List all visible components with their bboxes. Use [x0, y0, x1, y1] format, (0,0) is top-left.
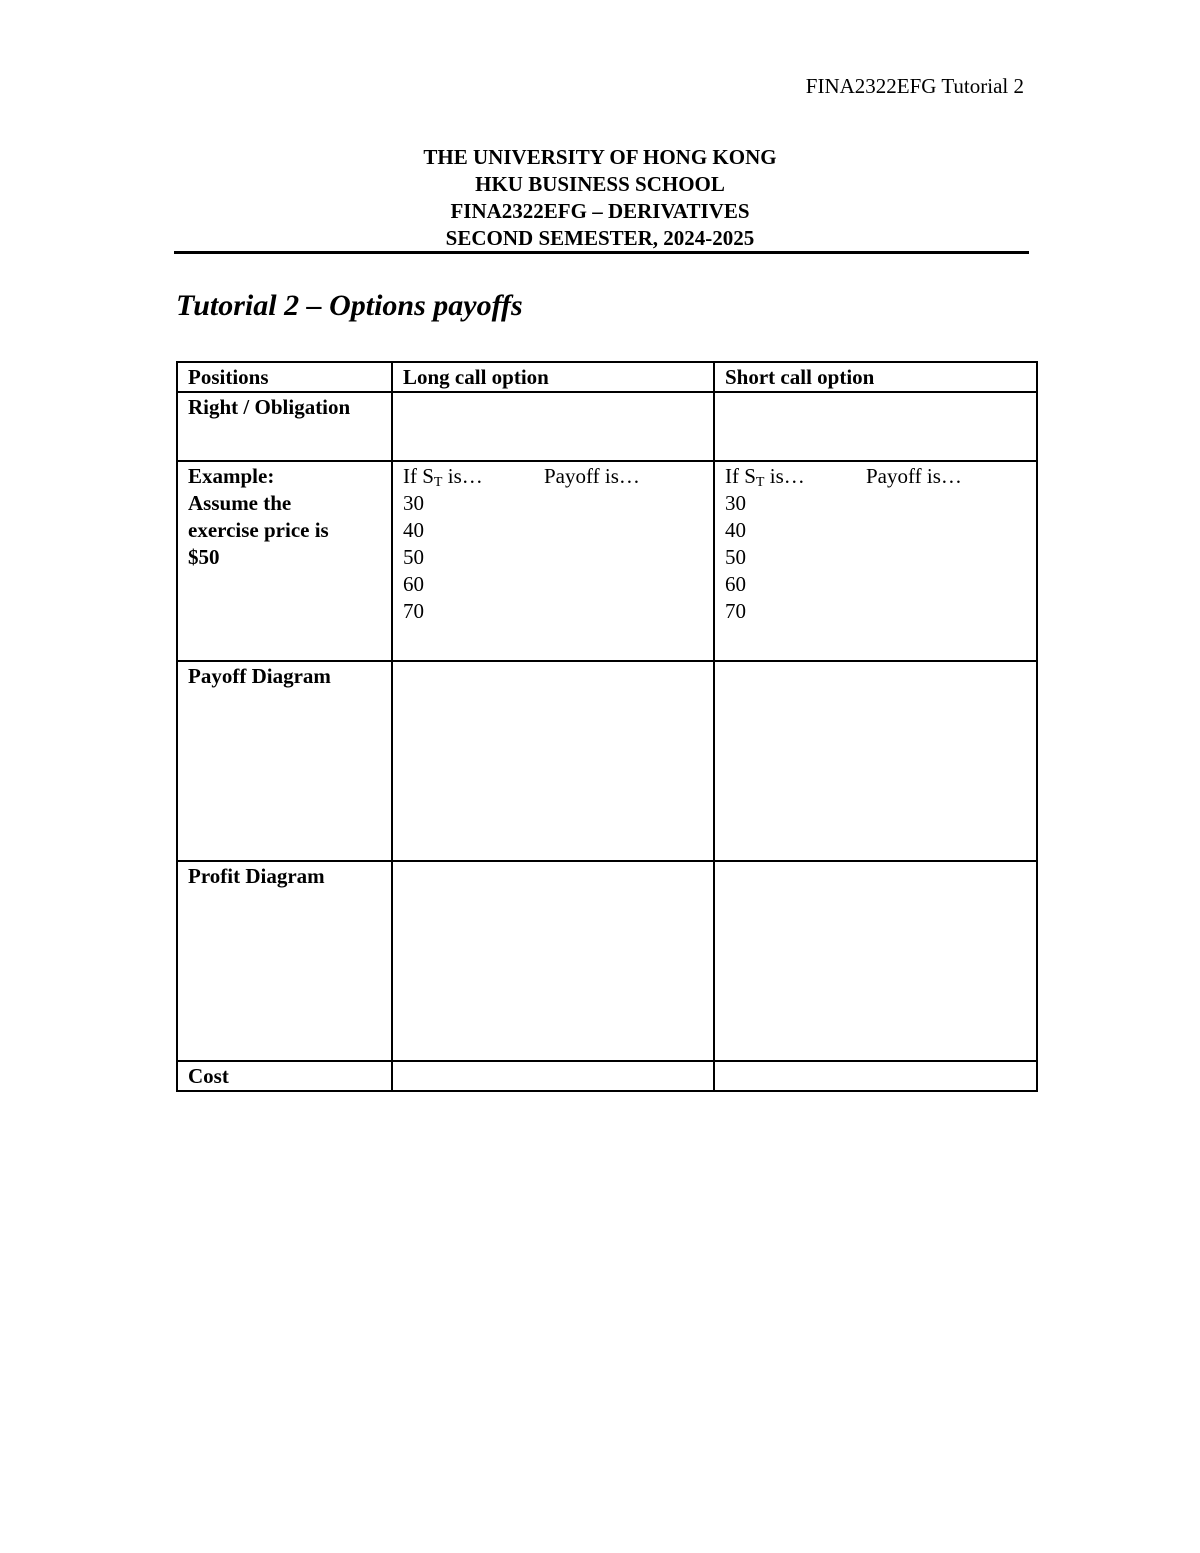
st-value: 50 — [403, 545, 424, 569]
school-name: HKU BUSINESS SCHOOL — [475, 172, 725, 196]
example-subheader — [403, 463, 703, 490]
row-payoff-diagram — [177, 661, 1037, 861]
title-block — [0, 144, 1200, 252]
st-value: 40 — [403, 518, 424, 542]
cell-short-cost[interactable] — [714, 1061, 1037, 1091]
st-value: 30 — [725, 491, 746, 515]
header-long-call: Long call option — [392, 362, 714, 392]
semester: SECOND SEMESTER, 2024-2025 — [445, 226, 755, 250]
example-label-line: $50 — [188, 545, 220, 569]
header-divider — [174, 251, 1029, 254]
cell-long-payoff-diagram[interactable] — [392, 661, 714, 861]
row-right-obligation — [177, 392, 1037, 461]
running-header: FINA2322EFG Tutorial 2 — [805, 74, 1024, 98]
cell-long-right-obligation[interactable] — [392, 392, 714, 461]
st-value: 70 — [725, 599, 746, 623]
example-label-line: Example: — [188, 464, 275, 488]
if-st-heading: If $S_T$ is… — [403, 464, 483, 490]
st-value: 60 — [403, 572, 424, 596]
st-value: 70 — [403, 599, 424, 623]
label-cost: Cost — [177, 1061, 392, 1091]
row-example — [177, 461, 1037, 661]
cell-long-profit-diagram[interactable] — [392, 861, 714, 1061]
cell-short-right-obligation[interactable] — [714, 392, 1037, 461]
label-profit-diagram: Profit Diagram — [177, 861, 392, 1061]
header-short-call: Short call option — [714, 362, 1037, 392]
row-cost — [177, 1061, 1037, 1091]
row-profit-diagram — [177, 861, 1037, 1061]
table-header-row — [177, 362, 1037, 392]
label-example — [177, 461, 392, 661]
cell-long-cost[interactable] — [392, 1061, 714, 1091]
header-positions: Positions — [177, 362, 392, 392]
payoff-heading: Payoff is… — [544, 464, 640, 488]
cell-short-profit-diagram[interactable] — [714, 861, 1037, 1061]
st-value: 30 — [403, 491, 424, 515]
if-st-heading: If $S_T$ is… — [725, 464, 805, 490]
cell-short-example[interactable] — [714, 461, 1037, 661]
university-name: THE UNIVERSITY OF HONG KONG — [423, 145, 777, 169]
example-label-line: exercise price is — [188, 518, 329, 542]
example-subheader — [725, 463, 1026, 490]
label-payoff-diagram: Payoff Diagram — [177, 661, 392, 861]
page-title: Tutorial 2 – Options payoffs — [176, 289, 523, 322]
example-label-line: Assume the — [188, 491, 292, 515]
st-value: 50 — [725, 545, 746, 569]
st-value: 40 — [725, 518, 746, 542]
cell-short-payoff-diagram[interactable] — [714, 661, 1037, 861]
cell-long-example[interactable] — [392, 461, 714, 661]
options-table — [176, 361, 1038, 1092]
course-name: FINA2322EFG – DERIVATIVES — [450, 199, 750, 223]
st-value: 60 — [725, 572, 746, 596]
payoff-heading: Payoff is… — [866, 464, 962, 488]
label-right-obligation: Right / Obligation — [177, 392, 392, 461]
